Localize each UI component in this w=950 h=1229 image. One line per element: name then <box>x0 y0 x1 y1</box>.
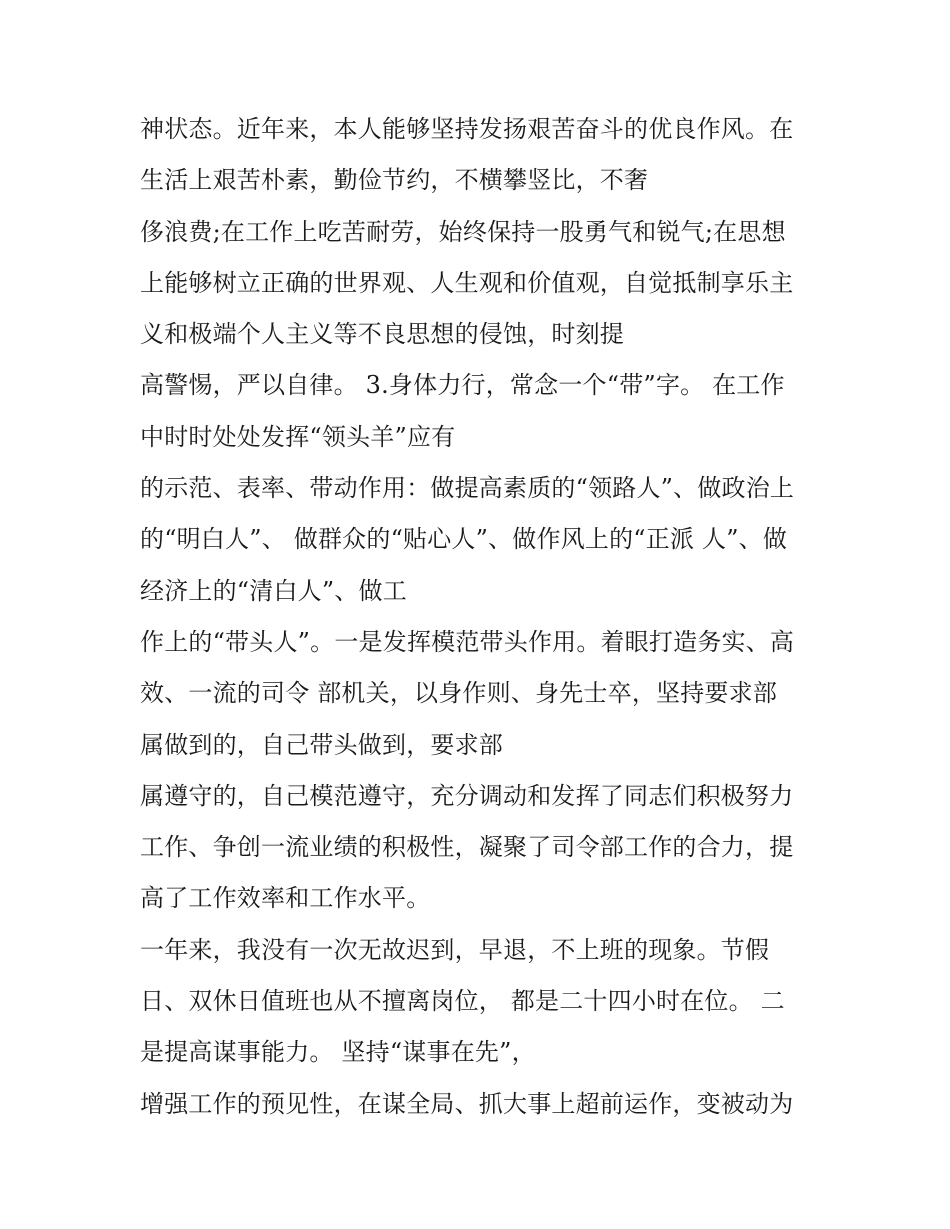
text-line: 属遵守的，自己模范遵守，充分调动和发挥了同志们积极努力 <box>140 781 794 810</box>
text-line: 的示范、表率、带动作用：做提高素质的“领路人”、做政治上 <box>140 474 795 503</box>
text-line: 神状态。近年来，本人能够坚持发扬艰苦奋斗的优良作风。在 <box>140 115 794 143</box>
text-line: 高了工作效率和工作水平。 <box>140 884 431 913</box>
text-line: 上能够树立正确的世界观、人生观和价值观，自觉抵制享乐主 <box>140 268 794 297</box>
text-line: 属做到的，自己带头做到，要求部 <box>140 730 503 759</box>
text-line: 工作、争创一流业绩的积极性，凝聚了司令部工作的合力，提 <box>140 833 794 862</box>
text-line: 效、一流的司令 部机关，以身作则、身先士卒，坚持要求部 <box>140 679 778 708</box>
text-line: 一年来，我没有一次无故迟到，早退，不上班的现象。节假 <box>140 935 770 964</box>
body-text <box>140 104 830 1130</box>
text-line: 侈浪费;在工作上吃苦耐劳，始终保持一股勇气和锐气;在思想 <box>140 217 786 246</box>
text-line: 经济上的“清白人”、做工 <box>140 576 407 605</box>
text-line: 是提高谋事能力。 坚持“谋事在先”， <box>140 1038 536 1067</box>
text-line: 中时时处处发挥“领头羊”应有 <box>140 422 456 451</box>
text-line: 的“明白人”、 做群众的“贴心人”、做作风上的“正派 人”、做 <box>140 525 788 554</box>
text-line: 高警惕，严以自律。 3.身体力行，常念一个“带”字。 在工作 <box>140 371 785 400</box>
text-line: 日、双休日值班也从不擅离岗位， 都是二十四小时在位。 二 <box>140 987 785 1016</box>
text-line: 义和极端个人主义等不良思想的侵蚀，时刻提 <box>140 320 624 349</box>
text-line: 作上的“带头人”。一是发挥模范带头作用。着眼打造务实、高 <box>140 627 795 656</box>
text-line: 增强工作的预见性，在谋全局、抓大事上超前运作，变被动为 <box>140 1089 794 1118</box>
text-line: 生活上艰苦朴素，勤俭节约，不横攀竖比，不奢 <box>140 166 649 195</box>
